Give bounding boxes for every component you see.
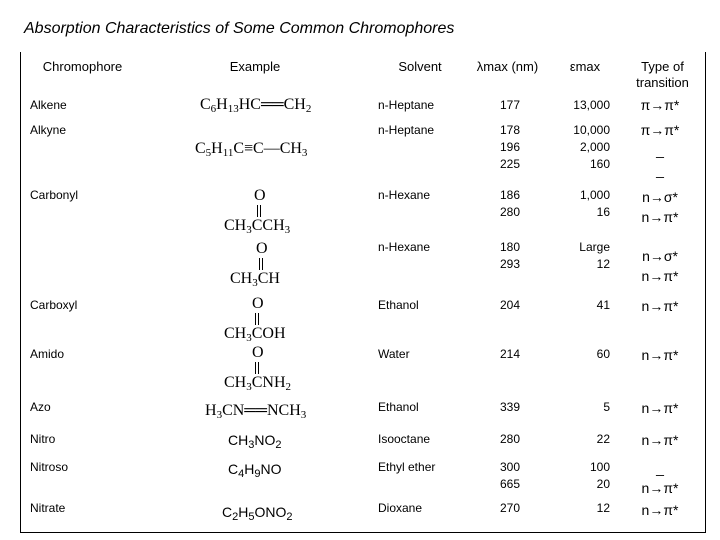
- row-nitro-example: $CH_3NO_2$: [228, 432, 282, 451]
- header-solvent: Solvent: [398, 59, 442, 74]
- row-alkene-solvent: n-Heptane: [378, 98, 435, 112]
- row-azo-epsilon: 5: [603, 400, 610, 414]
- header-chromophore: Chromophore: [42, 59, 123, 74]
- row-azo-solvent: Ethanol: [378, 400, 419, 414]
- row-amido-lambda: 214: [499, 347, 521, 361]
- row-alkene-example: $C_6H_{13}HC══CH_2$: [200, 96, 312, 115]
- header-epsilon-max: εmax: [569, 59, 601, 74]
- row-azo-lambda: 339: [499, 400, 521, 414]
- page-title: Absorption Characteristics of Some Common Chromophores: [24, 20, 455, 37]
- row-alkyne-transition: π→π* _ _: [640, 122, 680, 178]
- row-alkyne-epsilon: 10,000 2,000 160: [573, 123, 610, 171]
- row-nitrate-chromophore: Nitrate: [30, 501, 66, 515]
- row-nitroso-transition: _ n→π*: [641, 460, 679, 496]
- row-alkyne-solvent: n-Heptane: [378, 123, 435, 137]
- row-aldehyde-solvent: n-Hexane: [378, 240, 431, 254]
- row-carbonyl-chromophore: Carbonyl: [30, 188, 79, 202]
- row-nitroso-solvent: Ethyl ether: [378, 460, 436, 474]
- row-azo-transition: n→π*: [641, 400, 679, 416]
- row-aldehyde-transition: n→σ* n→π*: [641, 248, 679, 284]
- row-alkyne-chromophore: Alkyne: [30, 123, 67, 137]
- row-nitro-transition: n→π*: [641, 432, 679, 448]
- row-carbonyl-solvent: n-Hexane: [378, 188, 431, 202]
- row-carbonyl-epsilon: 1,000 16: [579, 188, 610, 219]
- row-carbonyl-lambda: 186 280: [499, 188, 521, 219]
- row-nitrate-lambda: 270: [499, 501, 521, 515]
- row-alkene-chromophore: Alkene: [30, 98, 67, 112]
- row-alkene-epsilon: 13,000: [573, 98, 610, 112]
- header-transition-type: Type of transition: [636, 59, 689, 90]
- row-azo-chromophore: Azo: [30, 400, 51, 414]
- row-nitro-lambda: 280: [499, 432, 521, 446]
- row-nitro-epsilon: 22: [596, 432, 610, 446]
- row-alkene-transition: π→π*: [640, 97, 680, 113]
- row-amido-epsilon: 60: [596, 347, 610, 361]
- row-carboxyl-epsilon: 41: [596, 298, 610, 312]
- row-carboxyl-lambda: 204: [499, 298, 521, 312]
- row-nitrate-epsilon: 12: [596, 501, 610, 515]
- header-example: Example: [229, 59, 281, 74]
- row-alkyne-example: $C_5H_{11}C\equiv C—CH_3$: [195, 140, 308, 159]
- row-nitro-solvent: Isooctane: [378, 432, 431, 446]
- header-lambda-max: λmax (nm): [476, 59, 539, 74]
- row-carboxyl-transition: n→π*: [641, 298, 679, 314]
- row-carbonyl-example: O $CH_3CCH_3$: [224, 187, 291, 236]
- row-carboxyl-chromophore: Carboxyl: [30, 298, 78, 312]
- row-nitrate-transition: n→π*: [641, 502, 679, 518]
- row-nitrate-solvent: Dioxane: [378, 501, 423, 515]
- row-nitro-chromophore: Nitro: [30, 432, 56, 446]
- row-amido-example: O $CH_3CNH_2$: [224, 344, 292, 393]
- row-carboxyl-solvent: Ethanol: [378, 298, 419, 312]
- row-aldehyde-example: O $CH_3CH$: [230, 240, 280, 289]
- row-nitroso-epsilon: 100 20: [589, 460, 610, 491]
- row-alkene-lambda: 177: [499, 98, 521, 112]
- row-carboxyl-example: O $CH_3COH$: [224, 295, 286, 344]
- row-nitrate-example: $C_2H_5ONO_2$: [222, 504, 293, 523]
- row-alkyne-lambda: 178 196 225: [499, 123, 521, 171]
- row-amido-chromophore: Amido: [30, 347, 65, 361]
- row-nitroso-example: $C_4H_9NO$: [228, 461, 282, 480]
- row-carbonyl-transition: n→σ* n→π*: [641, 189, 679, 225]
- row-azo-example: $H_3CN══NCH_3$: [205, 402, 307, 421]
- row-nitroso-lambda: 300 665: [499, 460, 521, 491]
- row-amido-transition: n→π*: [641, 347, 679, 363]
- row-aldehyde-lambda: 180 293: [499, 240, 521, 271]
- row-nitroso-chromophore: Nitroso: [30, 460, 69, 474]
- row-aldehyde-epsilon: Large 12: [579, 240, 610, 271]
- row-amido-solvent: Water: [378, 347, 410, 361]
